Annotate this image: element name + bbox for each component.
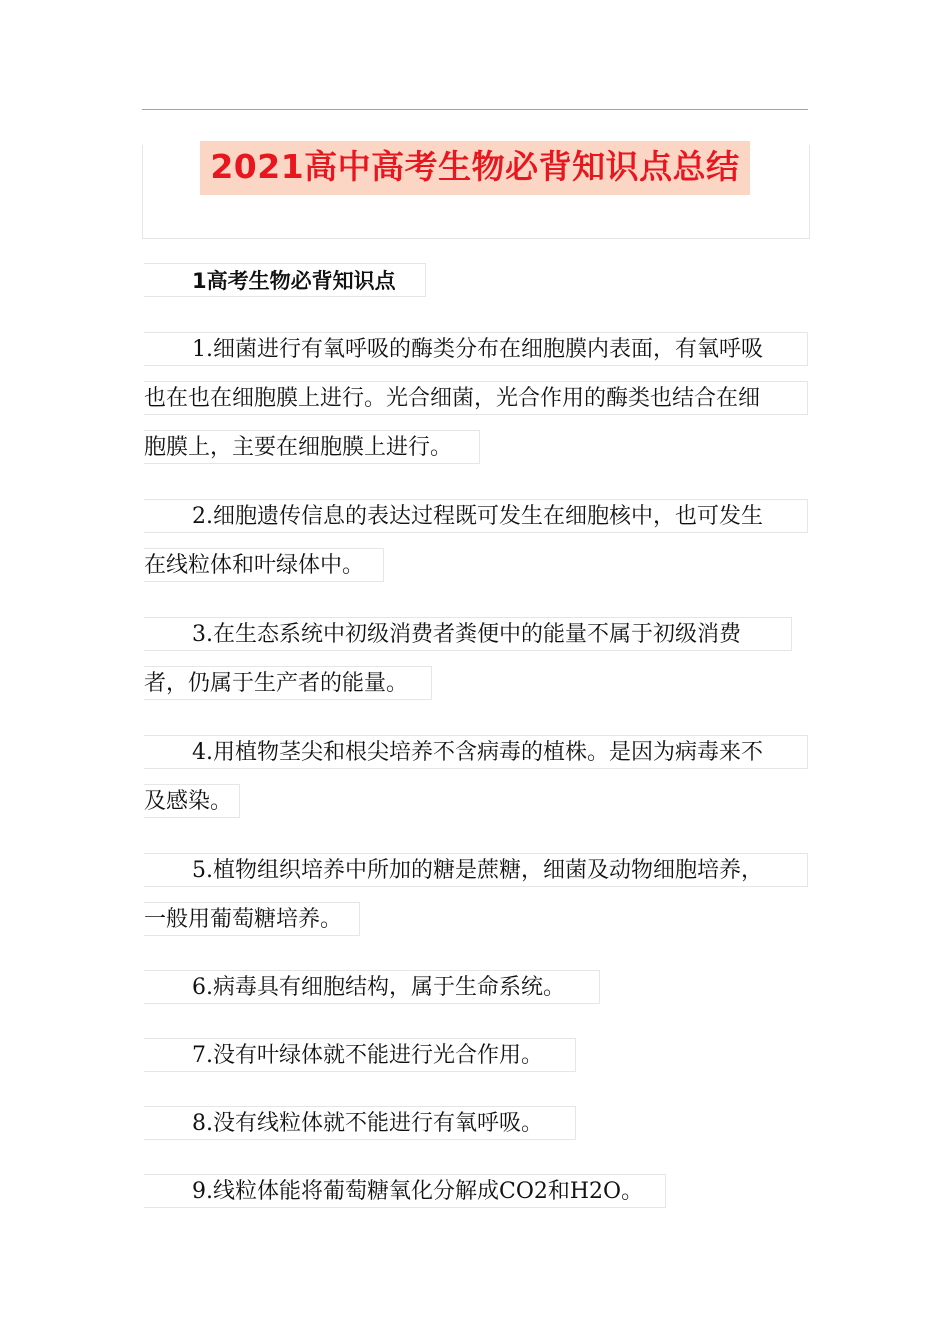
document-title: 2021高中高考生物必背知识点总结 [200, 141, 750, 195]
paragraph-line: 在线粒体和叶绿体中。 [144, 548, 384, 582]
paragraph-line: 1.细菌进行有氧呼吸的酶类分布在细胞膜内表面，有氧呼吸 [144, 332, 808, 366]
paragraph-line: 一般用葡萄糖培养。 [144, 902, 360, 936]
header-rule [142, 109, 808, 110]
paragraph-line: 也在也在细胞膜上进行。光合细菌，光合作用的酶类也结合在细 [144, 381, 808, 415]
paragraph-line: 3.在生态系统中初级消费者粪便中的能量不属于初级消费 [144, 617, 792, 651]
paragraph-line: 4.用植物茎尖和根尖培养不含病毒的植株。是因为病毒来不 [144, 735, 808, 769]
point-8: 8.没有线粒体就不能进行有氧呼吸。 [144, 1106, 576, 1140]
paragraph-line: 及感染。 [144, 784, 240, 818]
paragraph-line: 者，仍属于生产者的能量。 [144, 666, 432, 700]
paragraph-line: 5.植物组织培养中所加的糖是蔗糖，细菌及动物细胞培养， [144, 853, 808, 887]
paragraph-line: 胞膜上，主要在细胞膜上进行。 [144, 430, 480, 464]
point-7: 7.没有叶绿体就不能进行光合作用。 [144, 1038, 576, 1072]
paragraph-line: 2.细胞遗传信息的表达过程既可发生在细胞核中，也可发生 [144, 499, 808, 533]
point-9: 9.线粒体能将葡萄糖氧化分解成CO2和H2O。 [144, 1174, 666, 1208]
point-6: 6.病毒具有细胞结构，属于生命系统。 [144, 970, 600, 1004]
section-heading: 1高考生物必背知识点 [144, 263, 426, 297]
